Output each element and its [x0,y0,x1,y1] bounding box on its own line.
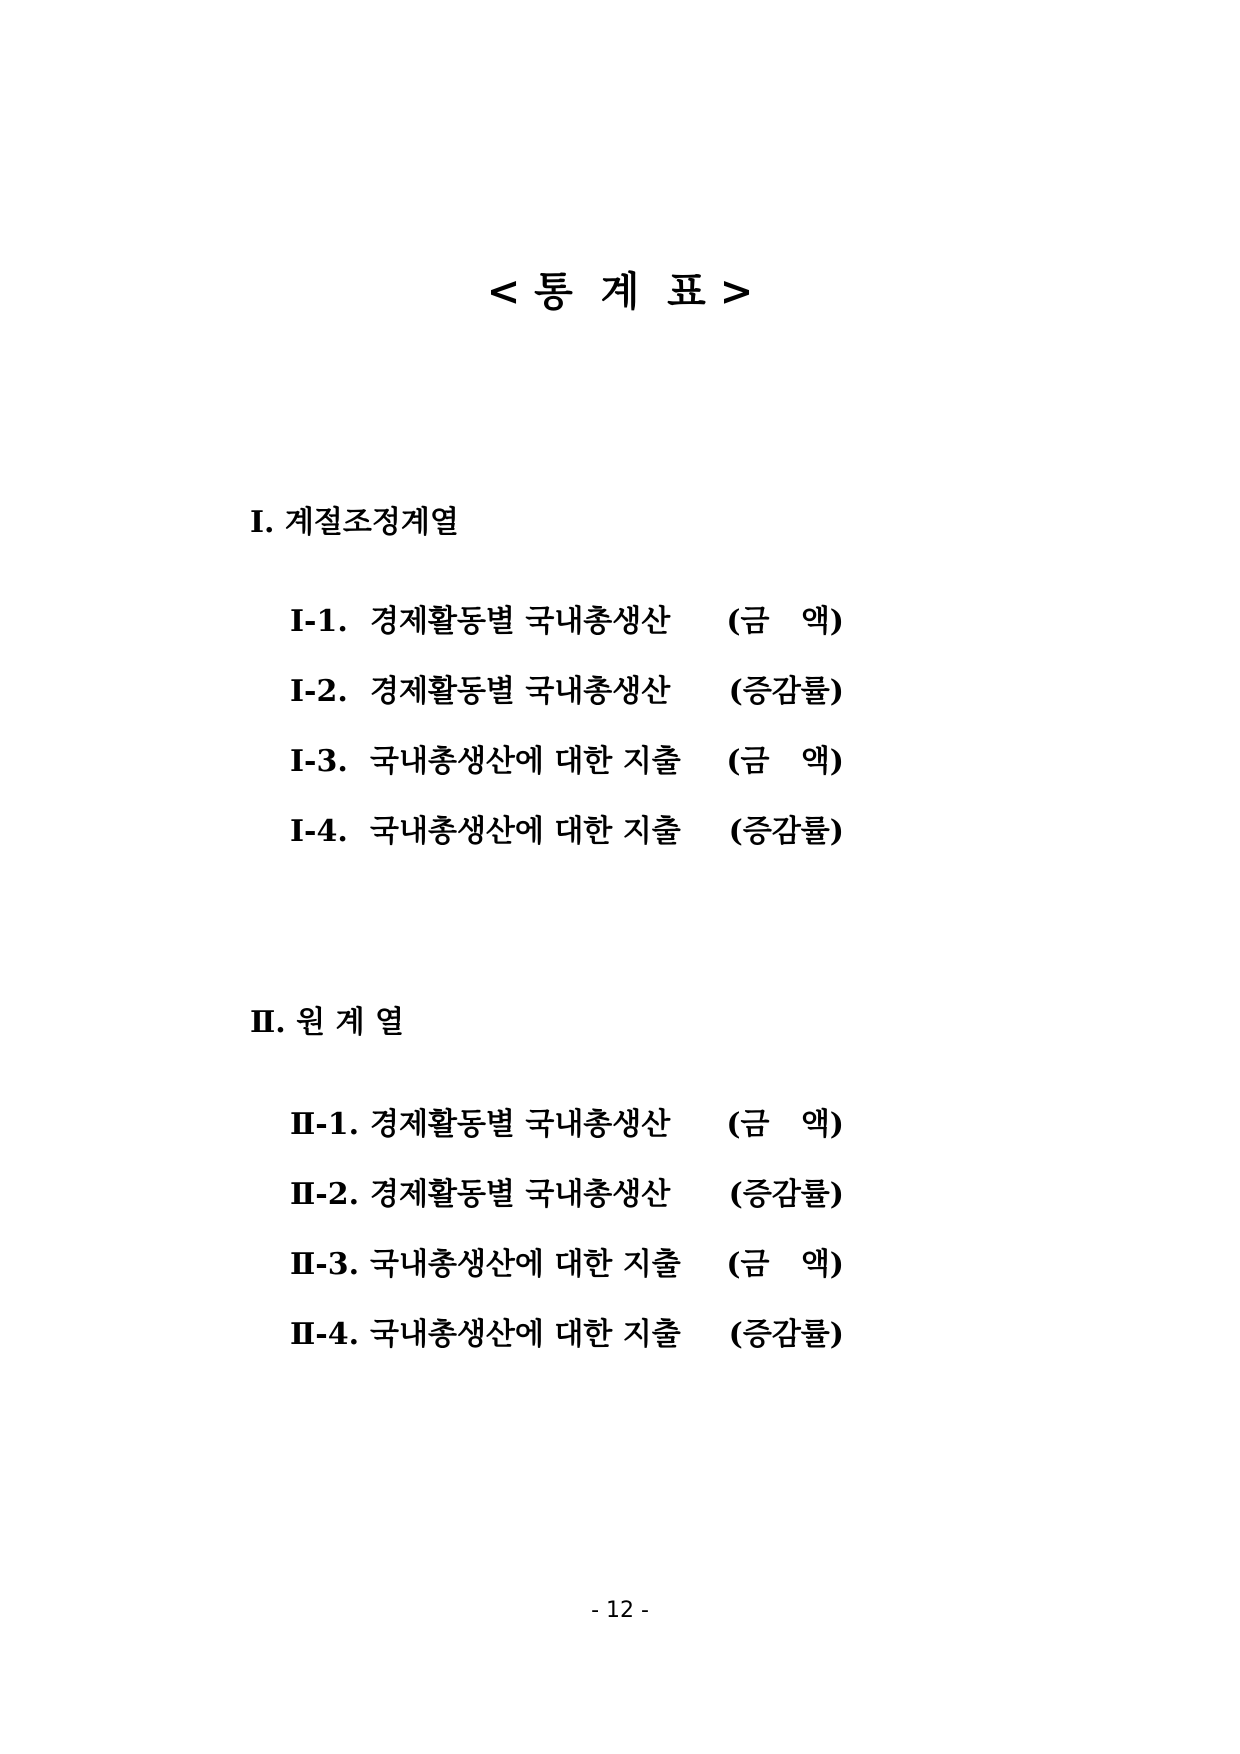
toc-item-suffix: (증감률) [728,1177,844,1212]
toc-item-title: 국내총생산에 대한 지출 [370,814,681,849]
toc-item-number: Ⅰ-2. [290,674,348,709]
toc-item-title: 경제활동별 국내총생산 [370,1107,671,1142]
toc-item [290,1175,850,1215]
toc-item-number: Ⅰ-4. [290,814,348,849]
toc-item-number: Ⅱ-3. [290,1247,360,1282]
section-heading-seasonally-adjusted: Ⅰ. 계절조정계열 [250,505,459,540]
toc-item-suffix: (금 액) [726,604,844,639]
toc-item-suffix: (금 액) [726,744,844,779]
toc-item-number: Ⅱ-4. [290,1317,360,1352]
toc-item-title: 경제활동별 국내총생산 [370,604,671,639]
toc-item-suffix: (금 액) [726,1247,844,1282]
toc-item-suffix: (증감률) [728,814,844,849]
toc-item [290,742,850,782]
toc-item [290,1245,850,1285]
toc-item-title: 국내총생산에 대한 지출 [370,744,681,779]
toc-item [290,602,850,642]
toc-item-title: 국내총생산에 대한 지출 [370,1317,681,1352]
toc-item-number: Ⅱ-1. [290,1107,360,1142]
page-title: < 통 계 표 > [486,268,754,315]
toc-item-number: Ⅰ-3. [290,744,348,779]
toc-item-suffix: (증감률) [728,1317,844,1352]
toc-item [290,812,850,852]
toc-item [290,1105,850,1145]
toc-item-number: Ⅰ-1. [290,604,348,639]
toc-item-title: 경제활동별 국내총생산 [370,1177,671,1212]
toc-item [290,1315,850,1355]
toc-item-suffix: (증감률) [728,674,844,709]
toc-item-number: Ⅱ-2. [290,1177,360,1212]
section-heading-original-series: Ⅱ. 원 계 열 [250,1005,405,1040]
toc-item [290,672,850,712]
page-number: - 12 - [591,1598,649,1623]
toc-item-title: 국내총생산에 대한 지출 [370,1247,681,1282]
toc-item-suffix: (금 액) [726,1107,844,1142]
toc-item-title: 경제활동별 국내총생산 [370,674,671,709]
